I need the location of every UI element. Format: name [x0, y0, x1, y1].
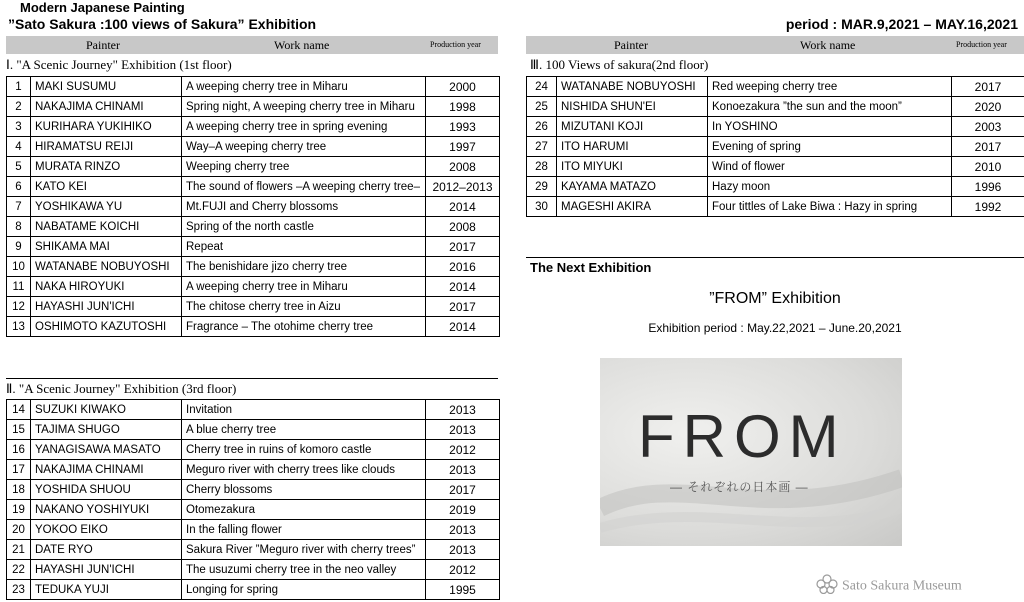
table-row — [7, 277, 500, 297]
table-row — [527, 117, 1024, 137]
museum-name: Sato Sakura Museum — [842, 578, 962, 594]
exhibition-period: period : MAR.9,2021 – MAY.16,2021 — [785, 16, 1018, 32]
next-exhibition-period: Exhibition period : May.22,2021 – June.20,2021 — [648, 321, 902, 335]
row-number: 9 — [7, 237, 31, 257]
section-heading-2nd-floor: Ⅲ. 100 Views of sakura(2nd floor) — [530, 57, 709, 72]
table-row — [7, 460, 500, 480]
table-row — [7, 540, 500, 560]
production-year: 2014 — [426, 197, 500, 217]
production-year: 1995 — [426, 580, 500, 600]
painter-name: MIZUTANI KOJI — [557, 117, 708, 137]
work-name: Longing for spring — [182, 580, 426, 600]
production-year: 1998 — [426, 97, 500, 117]
table-row — [7, 217, 500, 237]
work-name: Hazy moon — [708, 177, 952, 197]
from-subtitle: — それぞれの日本画 — — [670, 480, 809, 494]
section-heading-3rd-floor: Ⅱ. "A Scenic Journey" Exhibition (3rd floor) — [6, 381, 237, 396]
header-production-year: Production year — [430, 40, 481, 49]
work-name: In the falling flower — [182, 520, 426, 540]
work-name: Spring of the north castle — [182, 217, 426, 237]
row-number: 8 — [7, 217, 31, 237]
work-name: The sound of flowers –A weeping cherry tree– — [182, 177, 426, 197]
table-row — [7, 197, 500, 217]
work-name: A blue cherry tree — [182, 420, 426, 440]
row-number: 28 — [527, 157, 557, 177]
row-number: 3 — [7, 117, 31, 137]
painter-name: HIRAMATSU REIJI — [31, 137, 182, 157]
production-year: 2012 — [426, 560, 500, 580]
table-row — [527, 177, 1024, 197]
table-row — [7, 97, 500, 117]
work-name: Weeping cherry tree — [182, 157, 426, 177]
painter-name: TEDUKA YUJI — [31, 580, 182, 600]
work-name: In YOSHINO — [708, 117, 952, 137]
header-painter: Painter — [86, 38, 120, 52]
production-year: 2013 — [426, 420, 500, 440]
row-number: 2 — [7, 97, 31, 117]
row-number: 1 — [7, 77, 31, 97]
table-row — [7, 400, 500, 420]
production-year: 2017 — [426, 297, 500, 317]
row-number: 17 — [7, 460, 31, 480]
row-number: 30 — [527, 197, 557, 217]
painter-name: KATO KEI — [31, 177, 182, 197]
page-supertitle: Modern Japanese Painting — [20, 0, 185, 15]
production-year: 2014 — [426, 317, 500, 337]
row-number: 26 — [527, 117, 557, 137]
header-production-year: Production year — [956, 40, 1007, 49]
sakura-flower-icon — [816, 574, 838, 599]
production-year: 2013 — [426, 540, 500, 560]
work-name: Otomezakura — [182, 500, 426, 520]
table-row — [7, 580, 500, 600]
production-year: 2003 — [952, 117, 1024, 137]
row-number: 15 — [7, 420, 31, 440]
row-number: 18 — [7, 480, 31, 500]
work-name: Invitation — [182, 400, 426, 420]
work-name: Repeat — [182, 237, 426, 257]
row-number: 21 — [7, 540, 31, 560]
table-row — [527, 137, 1024, 157]
production-year: 2008 — [426, 217, 500, 237]
production-year: 2017 — [952, 137, 1024, 157]
work-name: Wind of flower — [708, 157, 952, 177]
table-row — [7, 157, 500, 177]
painter-name: ITO HARUMI — [557, 137, 708, 157]
painter-name: MAGESHI AKIRA — [557, 197, 708, 217]
production-year: 2000 — [426, 77, 500, 97]
work-name: Sakura River ”Meguro river with cherry trees” — [182, 540, 426, 560]
row-number: 11 — [7, 277, 31, 297]
table-row — [7, 237, 500, 257]
work-name: Cherry tree in ruins of komoro castle — [182, 440, 426, 460]
next-exhibition-title: ”FROM” Exhibition — [709, 290, 841, 307]
painter-name: NAKAJIMA CHINAMI — [31, 460, 182, 480]
painter-name: KAYAMA MATAZO — [557, 177, 708, 197]
production-year: 1992 — [952, 197, 1024, 217]
row-number: 29 — [527, 177, 557, 197]
painter-name: MAKI SUSUMU — [31, 77, 182, 97]
painter-name: YOSHIKAWA YU — [31, 197, 182, 217]
row-number: 25 — [527, 97, 557, 117]
production-year: 2014 — [426, 277, 500, 297]
row-number: 7 — [7, 197, 31, 217]
table-row — [527, 97, 1024, 117]
painter-name: TAJIMA SHUGO — [31, 420, 182, 440]
production-year: 2008 — [426, 157, 500, 177]
row-number: 20 — [7, 520, 31, 540]
row-number: 16 — [7, 440, 31, 460]
work-name: A weeping cherry tree in spring evening — [182, 117, 426, 137]
work-name: The benishidare jizo cherry tree — [182, 257, 426, 277]
work-name: Cherry blossoms — [182, 480, 426, 500]
painter-name: WATANABE NOBUYOSHI — [557, 77, 708, 97]
row-number: 5 — [7, 157, 31, 177]
painter-name: SUZUKI KIWAKO — [31, 400, 182, 420]
row-number: 10 — [7, 257, 31, 277]
table-2nd-floor — [526, 76, 1024, 217]
production-year: 2017 — [952, 77, 1024, 97]
work-name: Mt.FUJI and Cherry blossoms — [182, 197, 426, 217]
table-row — [7, 77, 500, 97]
table-row — [7, 520, 500, 540]
table-row — [527, 197, 1024, 217]
production-year: 2012–2013 — [426, 177, 500, 197]
row-number: 12 — [7, 297, 31, 317]
painter-name: NAKANO YOSHIYUKI — [31, 500, 182, 520]
header-work-name: Work name — [274, 38, 330, 52]
right-column-header — [526, 36, 1024, 54]
table-row — [7, 500, 500, 520]
painter-name: YOSHIDA SHUOU — [31, 480, 182, 500]
table-row — [7, 480, 500, 500]
production-year: 2013 — [426, 460, 500, 480]
section-heading-1st-floor: Ⅰ. "A Scenic Journey" Exhibition (1st floor) — [6, 57, 232, 72]
table-row — [7, 177, 500, 197]
work-name: A weeping cherry tree in Miharu — [182, 277, 426, 297]
from-exhibition-image — [600, 358, 902, 546]
production-year: 2017 — [426, 480, 500, 500]
production-year: 2012 — [426, 440, 500, 460]
row-number: 24 — [527, 77, 557, 97]
row-number: 22 — [7, 560, 31, 580]
work-name: Konoezakura ”the sun and the moon” — [708, 97, 952, 117]
table-row — [7, 257, 500, 277]
work-name: Spring night, A weeping cherry tree in Miharu — [182, 97, 426, 117]
left-column-header — [6, 36, 498, 54]
production-year: 2010 — [952, 157, 1024, 177]
production-year: 2013 — [426, 400, 500, 420]
production-year: 2020 — [952, 97, 1024, 117]
painter-name: NAKA HIROYUKI — [31, 277, 182, 297]
painter-name: HAYASHI JUN'ICHI — [31, 297, 182, 317]
work-name: A weeping cherry tree in Miharu — [182, 77, 426, 97]
next-exhibition-heading: The Next Exhibition — [530, 260, 652, 275]
production-year: 2019 — [426, 500, 500, 520]
painter-name: NABATAME KOICHI — [31, 217, 182, 237]
table-row — [7, 440, 500, 460]
table-row — [7, 317, 500, 337]
table-1st-floor — [6, 76, 500, 337]
painter-name: DATE RYO — [31, 540, 182, 560]
work-name: The usuzumi cherry tree in the neo valley — [182, 560, 426, 580]
table-row — [7, 297, 500, 317]
painter-name: NAKAJIMA CHINAMI — [31, 97, 182, 117]
production-year: 1993 — [426, 117, 500, 137]
row-number: 23 — [7, 580, 31, 600]
work-name: Meguro river with cherry trees like clouds — [182, 460, 426, 480]
from-logo-text: FROM — [638, 403, 847, 470]
row-number: 27 — [527, 137, 557, 157]
section-divider — [526, 257, 1024, 258]
work-name: Fragrance – The otohime cherry tree — [182, 317, 426, 337]
production-year: 2017 — [426, 237, 500, 257]
header-painter: Painter — [614, 38, 648, 52]
painter-name: YANAGISAWA MASATO — [31, 440, 182, 460]
row-number: 6 — [7, 177, 31, 197]
table-row — [527, 77, 1024, 97]
painter-name: OSHIMOTO KAZUTOSHI — [31, 317, 182, 337]
painter-name: HAYASHI JUN'ICHI — [31, 560, 182, 580]
painter-name: ITO MIYUKI — [557, 157, 708, 177]
museum-logo — [816, 574, 962, 599]
painter-name: MURATA RINZO — [31, 157, 182, 177]
painter-name: YOKOO EIKO — [31, 520, 182, 540]
table-row — [7, 560, 500, 580]
table-row — [7, 137, 500, 157]
table-row — [527, 157, 1024, 177]
header-work-name: Work name — [800, 38, 856, 52]
work-name: Red weeping cherry tree — [708, 77, 952, 97]
work-name: Four tittles of Lake Biwa : Hazy in spring — [708, 197, 952, 217]
production-year: 2013 — [426, 520, 500, 540]
row-number: 19 — [7, 500, 31, 520]
table-row — [7, 117, 500, 137]
work-name: Way–A weeping cherry tree — [182, 137, 426, 157]
row-number: 4 — [7, 137, 31, 157]
row-number: 13 — [7, 317, 31, 337]
painter-name: SHIKAMA MAI — [31, 237, 182, 257]
row-number: 14 — [7, 400, 31, 420]
production-year: 1997 — [426, 137, 500, 157]
painter-name: NISHIDA SHUN'EI — [557, 97, 708, 117]
page-title: ”Sato Sakura :100 views of Sakura” Exhibition — [8, 16, 317, 32]
production-year: 1996 — [952, 177, 1024, 197]
table-3rd-floor — [6, 399, 500, 600]
painter-name: KURIHARA YUKIHIKO — [31, 117, 182, 137]
section-divider — [6, 378, 498, 379]
work-name: The chitose cherry tree in Aizu — [182, 297, 426, 317]
table-row — [7, 420, 500, 440]
production-year: 2016 — [426, 257, 500, 277]
painter-name: WATANABE NOBUYOSHI — [31, 257, 182, 277]
work-name: Evening of spring — [708, 137, 952, 157]
